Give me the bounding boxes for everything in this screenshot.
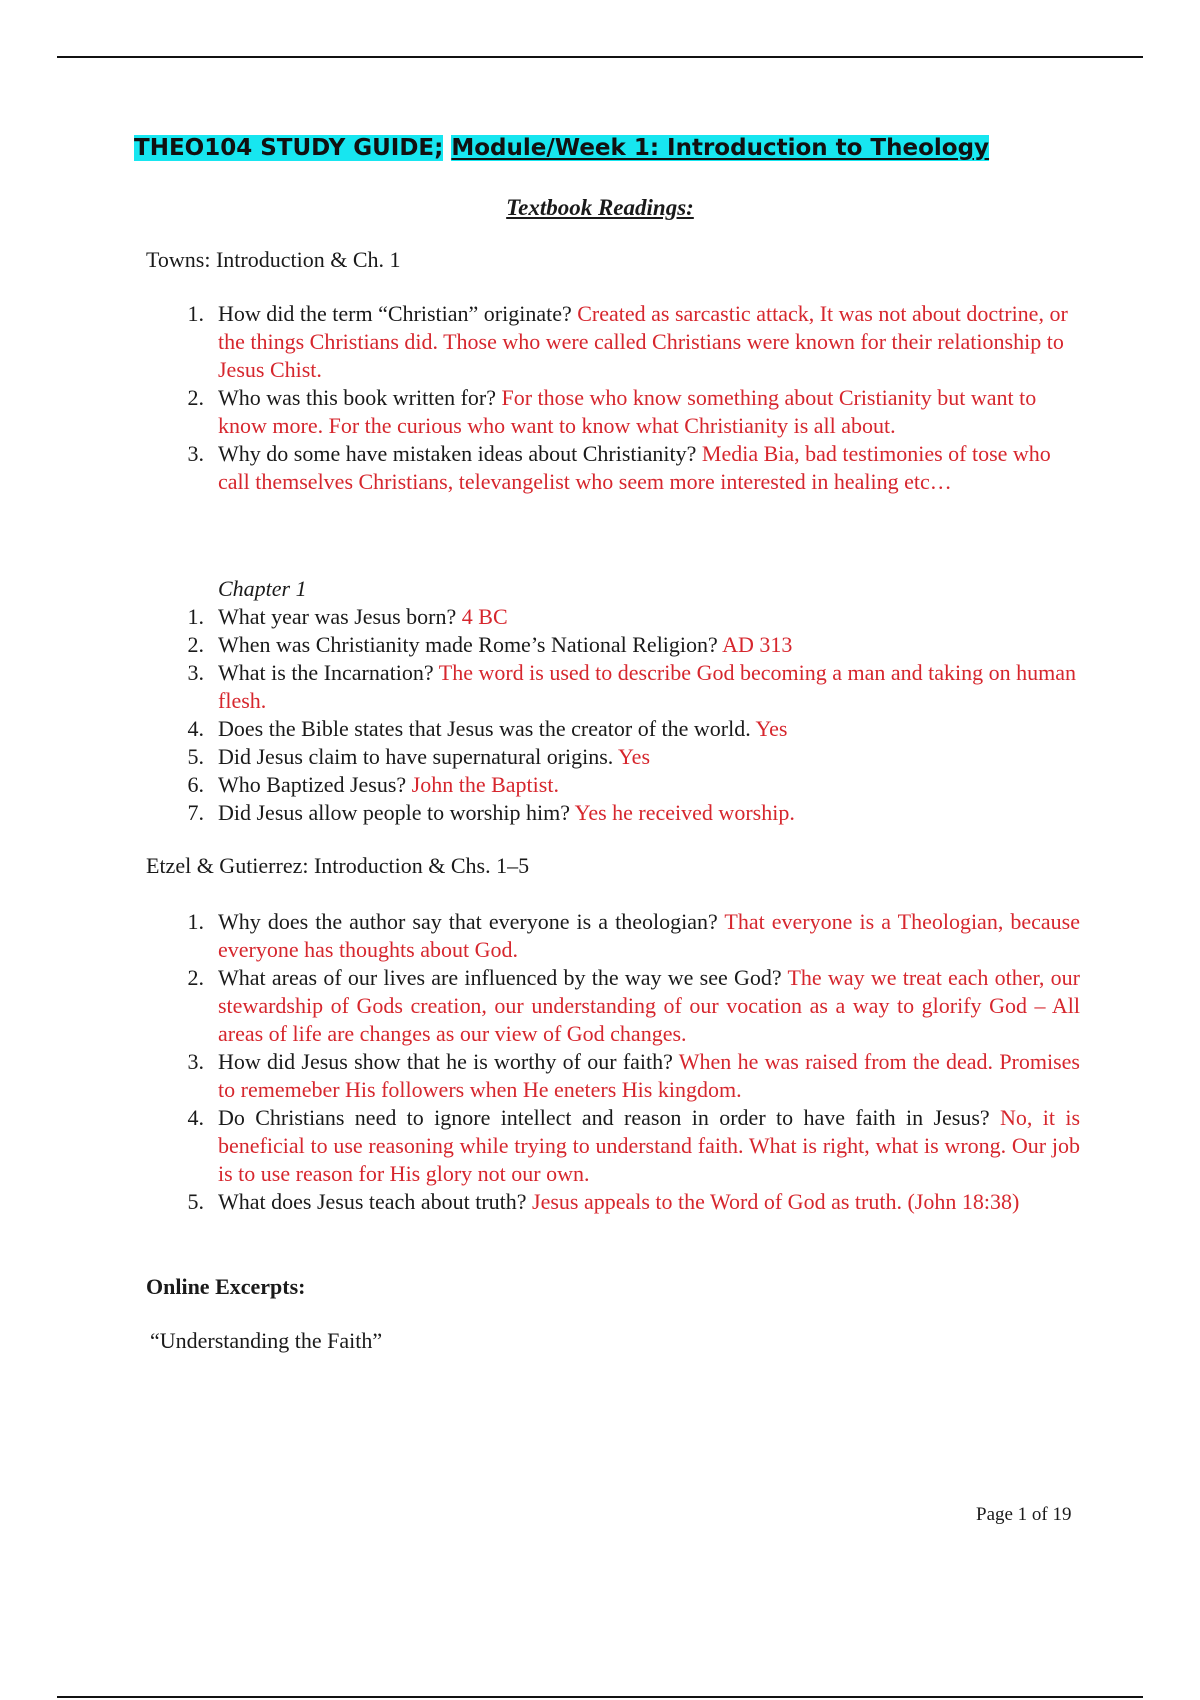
list-item: 2. When was Christianity made Rome’s National Religion? AD 313 xyxy=(187,632,793,657)
question-text: Why does the author say that everyone is a theologian? xyxy=(218,909,718,934)
question-text: How did Jesus show that he is worthy of our faith? xyxy=(218,1049,673,1074)
answer-text: Yes xyxy=(618,744,651,769)
question-text: When was Christianity made Rome’s National Religion? xyxy=(218,632,718,657)
list-item: 3. How did Jesus show that he is worthy of our faith? When he was raised from the dead. Promises to rememeber His followers when He eneters His kingdom. xyxy=(187,1049,1080,1102)
list-item: 6. Who Baptized Jesus? John the Baptist. xyxy=(187,772,559,797)
page-title xyxy=(134,133,989,163)
answer-text: Jesus appeals to the Word of God as truth. (John 18:38) xyxy=(532,1189,1020,1214)
question-text: Does the Bible states that Jesus was the creator of the world. xyxy=(218,716,751,741)
list-item: 3. What is the Incarnation? The word is used to describe God becoming a man and taking on human flesh. xyxy=(187,660,1076,713)
answer-text: Created as sarcastic attack, It was not about doctrine, or the things Christians did. Those who were called Christians were known for their relationship to Jesus Chist. xyxy=(218,301,1068,382)
etzel-section-label: Etzel & Gutierrez: Introduction & Chs. 1–5 xyxy=(146,853,530,878)
answer-text: For those who know something about Cristianity but want to know more. For the curious who want to know what Christianity is all about. xyxy=(218,385,1037,438)
question-text: What is the Incarnation? xyxy=(218,660,434,685)
question-text: What areas of our lives are influenced by the way we see God? xyxy=(218,965,782,990)
list-item: 5. What does Jesus teach about truth? Jesus appeals to the Word of God as truth. (John 18:38) xyxy=(187,1189,1020,1214)
answer-text: John the Baptist. xyxy=(411,772,559,797)
chapter-1-label: Chapter 1 xyxy=(218,576,307,601)
answer-text: When he was raised from the dead. Promises to rememeber His followers when He eneters His kingdom. xyxy=(218,1049,1080,1102)
bottom-rule xyxy=(57,1696,1143,1698)
answer-text: The word is used to describe God becoming a man and taking on human flesh. xyxy=(218,660,1076,713)
list-item: 3. Why do some have mistaken ideas about Christianity? Media Bia, bad testimonies of tose who call themselves Christians, televangelist who seem more interested in healing etc… xyxy=(187,441,1051,494)
question-text: Did Jesus claim to have supernatural origins. xyxy=(218,744,614,769)
answer-text: Media Bia, bad testimonies of tose who call themselves Christians, televangelist who seem more interested in healing etc… xyxy=(218,441,1051,494)
title-module: Module/Week 1: Introduction to Theology xyxy=(451,135,990,161)
list-item: 1. How did the term “Christian” originate? Created as sarcastic attack, It was not about doctrine, or the things Christians did. Those who were called Christians were known for their relationship to Jesus Chist. xyxy=(187,301,1068,382)
towns-question-list xyxy=(180,300,1080,496)
list-item: 1. What year was Jesus born? 4 BC xyxy=(187,604,508,629)
answer-text: AD 313 xyxy=(722,632,793,657)
etzel-question-list xyxy=(180,908,1080,1216)
list-item: 2. What areas of our lives are influenced by the way we see God? The way we treat each other, our stewardship of Gods creation, our understanding of our vocation as a way to glorify God – All areas of life are changes as our view of God changes. xyxy=(187,965,1080,1046)
online-excerpts-heading: Online Excerpts: xyxy=(146,1274,306,1299)
answer-text: That everyone is a Theologian, because everyone has thoughts about God. xyxy=(218,909,1080,962)
page-number: Page 1 of 19 xyxy=(976,1504,1072,1525)
list-item: 5. Did Jesus claim to have supernatural origins. Yes xyxy=(187,744,651,769)
question-text: Who was this book written for? xyxy=(218,385,496,410)
title-course: THEO104 STUDY GUIDE; xyxy=(134,135,444,161)
answer-text: No, it is beneficial to use reasoning while trying to understand faith. What is right, what is wrong. Our job is to use reason for His glory not our own. xyxy=(218,1105,1081,1186)
question-text: What year was Jesus born? xyxy=(218,604,457,629)
question-text: How did the term “Christian” originate? xyxy=(218,301,572,326)
towns-section-label: Towns: Introduction & Ch. 1 xyxy=(146,247,401,272)
list-item: 1. Why does the author say that everyone is a theologian? That everyone is a Theologian, because everyone has thoughts about God. xyxy=(187,909,1080,962)
question-text: Who Baptized Jesus? xyxy=(218,772,407,797)
question-text: Do Christians need to ignore intellect and reason in order to have faith in Jesus? xyxy=(218,1105,990,1130)
textbook-readings-heading: Textbook Readings: xyxy=(506,195,694,220)
top-rule xyxy=(57,56,1143,58)
answer-text: Yes he received worship. xyxy=(574,800,795,825)
question-text: Why do some have mistaken ideas about Christianity? xyxy=(218,441,697,466)
list-item: 4. Do Christians need to ignore intellect and reason in order to have faith in Jesus? No, it is beneficial to use reasoning while trying to understand faith. What is right, what is wrong. Our job is to use reason for His glory not our own. xyxy=(187,1105,1081,1186)
answer-text: The way we treat each other, our stewardship of Gods creation, our understanding of our vocation as a way to glorify God – All areas of life are changes as our view of God changes. xyxy=(218,965,1080,1046)
answer-text: 4 BC xyxy=(461,604,508,629)
answer-text: Yes xyxy=(755,716,788,741)
question-text: What does Jesus teach about truth? xyxy=(218,1189,527,1214)
online-excerpt-title: “Understanding the Faith” xyxy=(150,1328,383,1353)
list-item: 7. Did Jesus allow people to worship him? Yes he received worship. xyxy=(187,800,795,825)
list-item: 4. Does the Bible states that Jesus was the creator of the world. Yes xyxy=(187,716,788,741)
question-text: Did Jesus allow people to worship him? xyxy=(218,800,570,825)
chapter1-question-list xyxy=(180,603,1080,827)
list-item: 2. Who was this book written for? For those who know something about Cristianity but want to know more. For the curious who want to know what Christianity is all about. xyxy=(187,385,1037,438)
